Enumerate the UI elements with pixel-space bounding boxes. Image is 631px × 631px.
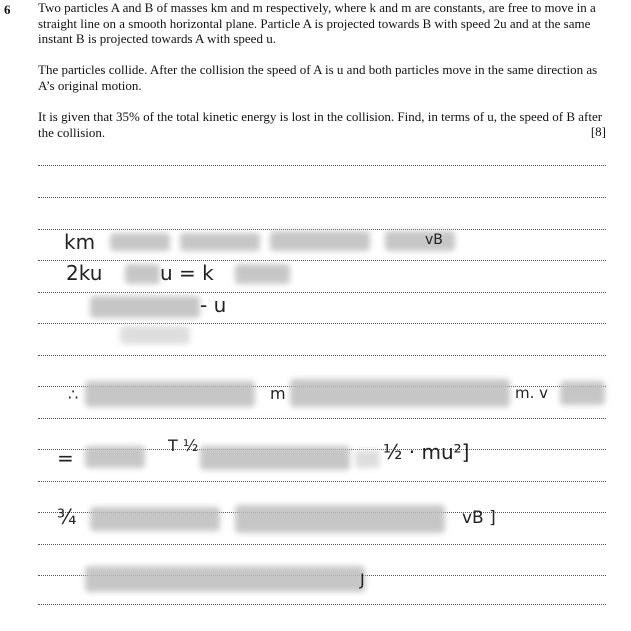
answer-line: [38, 481, 606, 482]
redacted-region: [290, 379, 510, 407]
question-paragraph-3: It is given that 35% of the total kinetic energy is lost in the collision. Find, in terms of u, the speed of B after the collision.: [38, 109, 603, 140]
answer-line: [38, 165, 606, 166]
answer-line: [38, 418, 606, 419]
handwritten-text: ∴: [68, 385, 79, 404]
answer-line: [38, 544, 606, 545]
redacted-region: [235, 505, 445, 533]
redacted-region: [125, 264, 160, 284]
redacted-region: [355, 450, 380, 468]
question-number: 6: [4, 2, 11, 17]
redacted-region: [90, 296, 200, 318]
handwritten-text: m. v: [515, 384, 549, 402]
redacted-region: [85, 566, 365, 592]
handwritten-text: - u: [200, 293, 227, 317]
redacted-region: [90, 507, 220, 531]
answer-line: [38, 604, 606, 605]
marks-label: [8]: [590, 124, 606, 139]
handwritten-text: T ½: [168, 436, 199, 455]
answer-line: [38, 197, 606, 198]
question-paragraph-2: The particles collide. After the collision the speed of A is u and both particles move in the same direction as A’s original motion.: [38, 62, 598, 93]
answer-line: [38, 229, 606, 230]
answer-line: [38, 292, 606, 293]
answer-line: [38, 355, 606, 356]
handwritten-text: ½ · mu²]: [383, 440, 470, 464]
answer-line: [38, 260, 606, 261]
redacted-region: [110, 233, 170, 251]
answer-line: [38, 323, 606, 324]
handwritten-text: km: [64, 230, 96, 254]
redacted-region: [270, 231, 370, 251]
redacted-region: [560, 381, 605, 405]
redacted-region: [85, 446, 145, 468]
handwritten-text: J: [360, 570, 365, 589]
redacted-region: [180, 233, 260, 251]
redacted-region: [200, 446, 350, 470]
handwritten-text: vB: [425, 232, 443, 248]
question-paragraph-1: Two particles A and B of masses km and m respectively, where k and m are constants, are free to move in a straight line on a smooth horizontal plane. Particle A is projected towards B with speed 2u and at the same instant B is projected towards A with speed u.: [38, 0, 596, 46]
handwritten-text: vB ]: [462, 508, 496, 528]
handwritten-text: =: [57, 446, 74, 470]
redacted-region: [120, 326, 190, 344]
handwritten-text: 2ku: [66, 261, 103, 285]
redacted-region: [385, 231, 455, 251]
handwritten-text: ¾: [57, 505, 77, 529]
handwritten-text: u = k: [160, 261, 214, 285]
handwritten-text: m: [270, 384, 286, 403]
redacted-region: [85, 381, 255, 407]
redacted-region: [235, 264, 290, 284]
